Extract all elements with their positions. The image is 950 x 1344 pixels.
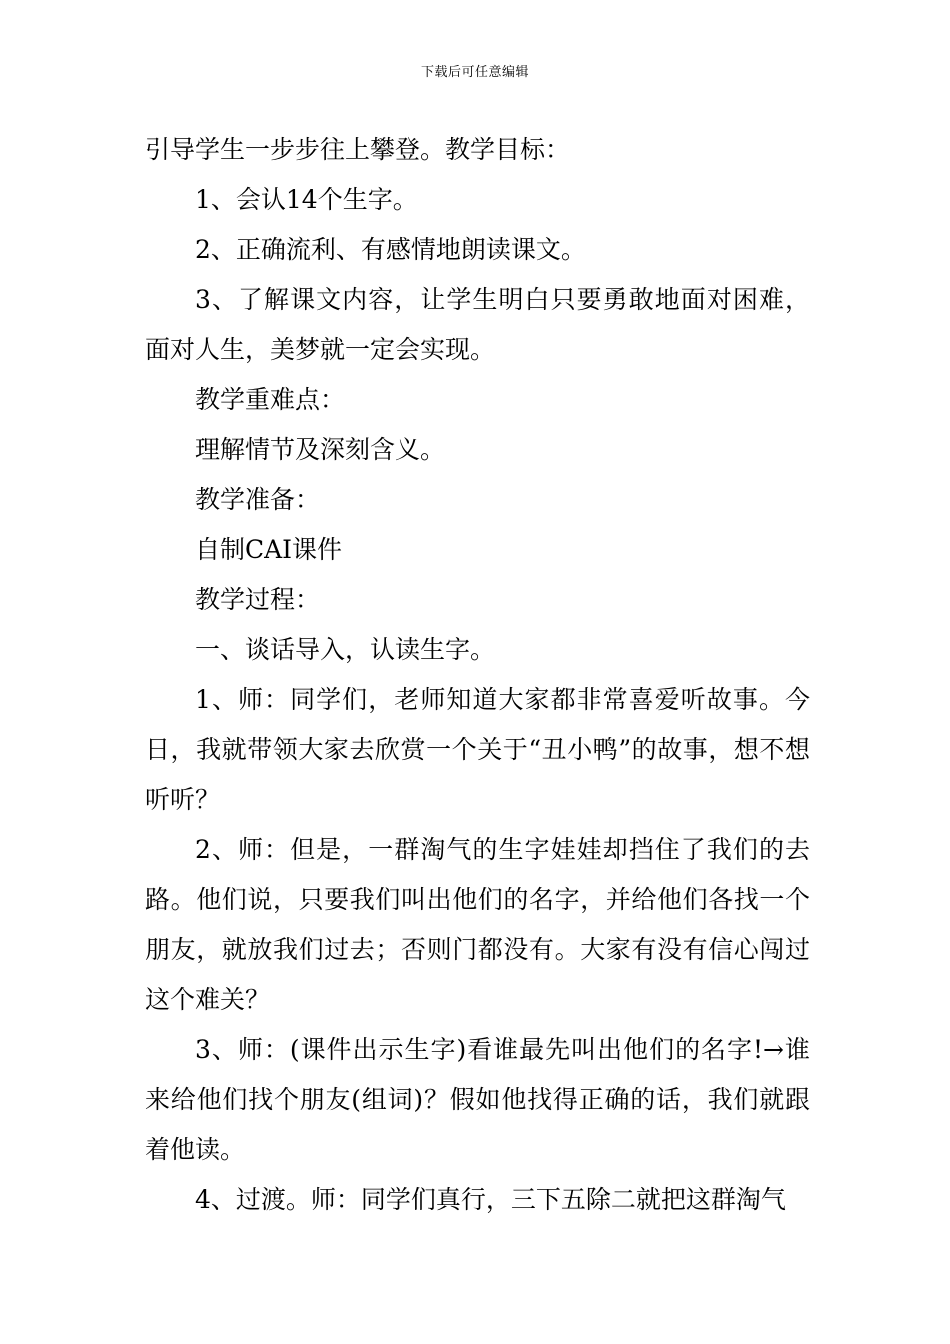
- paragraph: 3、了解课文内容，让学生明白只要勇敢地面对困难，面对人生，美梦就一定会实现。: [145, 285, 810, 364]
- paragraph: 教学准备：: [195, 485, 321, 514]
- paragraph: 引导学生一步步往上攀登。教学目标：: [145, 135, 571, 164]
- paragraph: 理解情节及深刻含义。: [195, 435, 446, 464]
- paragraph: 1、会认14个生字。: [195, 185, 418, 214]
- paragraph: 3、师：(课件出示生字)看谁最先叫出他们的名字!→谁来给他们找个朋友(组词)？假如他找得正确的话，我们就跟着他读。: [145, 1035, 810, 1164]
- paragraph: 2、师：但是，一群淘气的生字娃娃却挡住了我们的去路。他们说，只要我们叫出他们的名字，并给他们各找一个朋友，就放我们过去；否则门都没有。大家有没有信心闯过这个难关？: [145, 835, 810, 1014]
- paragraph: 一、谈话导入，认读生字。: [195, 635, 496, 664]
- paragraph: 教学过程：: [195, 585, 321, 614]
- paragraph: 2、正确流利、有感情地朗读课文。: [195, 235, 586, 264]
- paragraph: 1、师：同学们，老师知道大家都非常喜爱听故事。今日，我就带领大家去欣赏一个关于“丑小鸭”的故事，想不想听听？: [145, 685, 810, 814]
- document-body: [145, 125, 810, 1225]
- paragraph: 自制CAI课件: [195, 535, 343, 564]
- paragraph: 教学重难点：: [195, 385, 346, 414]
- page-header: 下载后可任意编辑: [420, 65, 529, 80]
- paragraph: 4、过渡。师：同学们真行，三下五除二就把这群淘气: [195, 1185, 786, 1214]
